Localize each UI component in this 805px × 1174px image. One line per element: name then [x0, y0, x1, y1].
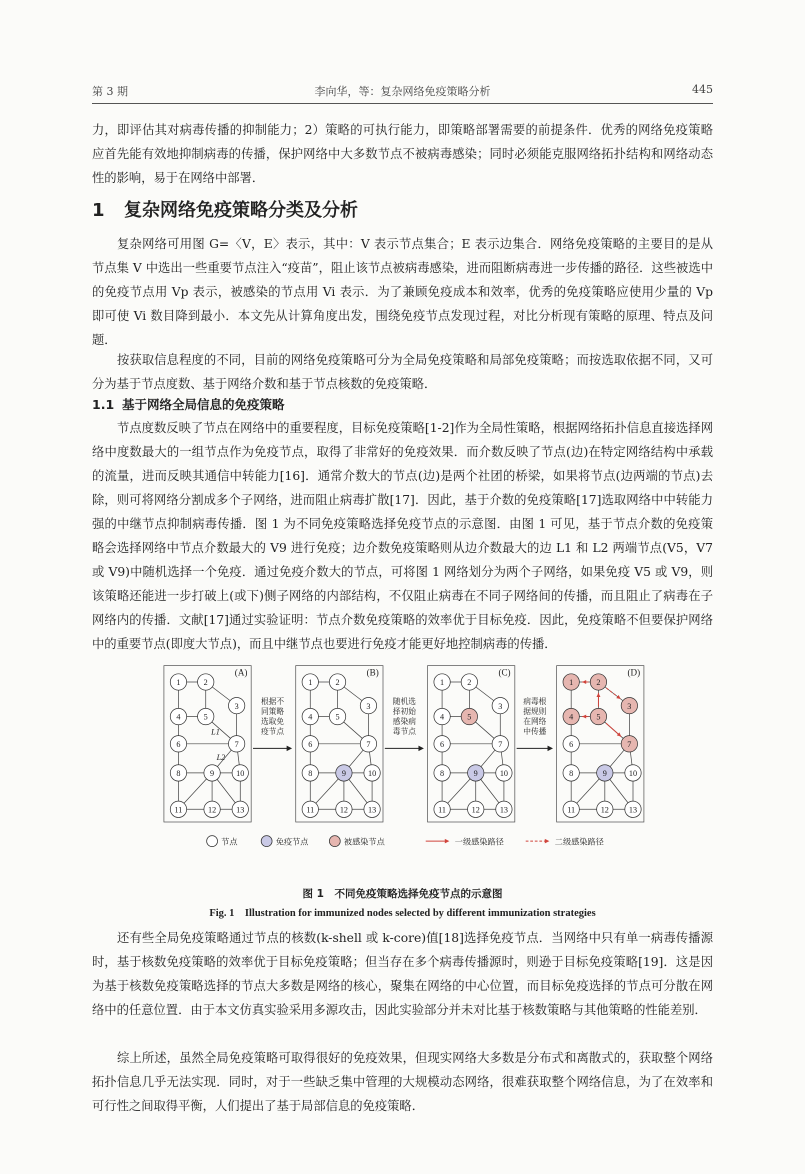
panel-label: (C)	[498, 667, 511, 678]
transition-label: 选取免	[260, 716, 285, 726]
section-number: 1	[92, 200, 105, 221]
node-label: 5	[467, 712, 472, 722]
node-label: 8	[569, 769, 574, 779]
node-label: 12	[208, 805, 217, 815]
transition-label: 病毒根	[523, 696, 547, 706]
node-label: 7	[498, 740, 503, 749]
network-panel	[557, 666, 644, 822]
figure-caption-cn: 图 1 不同免疫策略选择免疫节点的示意图	[302, 888, 503, 900]
node-label: 10	[236, 769, 245, 779]
node-label: 1	[308, 678, 313, 688]
running-header	[92, 83, 713, 101]
transition-label: 据规则	[523, 706, 547, 716]
node-label: 5	[335, 712, 340, 722]
section-title: 复杂网络免疫策略分类及分析	[124, 200, 358, 221]
node-label: 2	[596, 678, 601, 688]
node-label: 9	[210, 769, 215, 779]
legend-path1-text: 一级感染路径	[454, 836, 504, 847]
infection-arrowhead	[616, 695, 620, 699]
subsection-paragraph-3: 综上所述，虽然全局免疫策略可取得很好的免疫效果，但现实网络大多数是分布式和离散式的，获取整个网络拓扑信息几乎无法实现．同时，对于一些缺乏集中管理的大规模动态网络，很难获取整个网络信息，为了在效率和可行性之间取得平衡，人们提出了基于局部信息的免疫策略．	[92, 1051, 713, 1113]
transition-label: 随机选	[392, 696, 416, 706]
node-label: 13	[628, 805, 638, 815]
node-label: 9	[341, 769, 346, 779]
node-label: 13	[368, 805, 377, 815]
node-label: 7	[627, 740, 632, 749]
transition-arrowhead	[548, 746, 553, 751]
node-label: 10	[628, 769, 638, 779]
node-label: 10	[499, 769, 508, 779]
transition-label: 择初始	[392, 706, 416, 716]
node-label: 11	[567, 805, 576, 815]
panel-label: (B)	[366, 667, 379, 678]
transition-arrowhead	[287, 746, 292, 751]
node-label: 11	[306, 805, 315, 815]
panel-label: (D)	[627, 667, 641, 678]
header-rule	[92, 103, 713, 104]
node-label: 4	[569, 712, 574, 722]
figure-1	[138, 662, 668, 862]
node-label: 4	[440, 712, 445, 722]
node-label: 1	[176, 678, 181, 688]
node-label: 7	[234, 740, 239, 749]
node-label: 6	[308, 740, 313, 749]
infection-arrowhead	[582, 680, 586, 684]
transition-label: 中传播	[523, 726, 547, 736]
node-label: 9	[602, 769, 607, 779]
running-title: 李向华，等：复杂网络免疫策略分析	[314, 85, 491, 98]
transition-label: 同策略	[260, 706, 285, 716]
node-label: 11	[174, 805, 183, 815]
edge-label-l2: L2	[216, 753, 226, 763]
node-label: 3	[366, 701, 371, 711]
transition-label: 疫节点	[260, 726, 285, 736]
node-label: 6	[569, 740, 574, 749]
network-panel	[296, 666, 383, 822]
node-label: 12	[339, 805, 348, 815]
legend-infected-symbol	[329, 836, 340, 847]
node-label: 2	[335, 678, 340, 688]
legend-path2-arrowhead	[545, 839, 550, 844]
legend-path1-arrowhead	[445, 839, 450, 844]
infection-arrowhead	[582, 715, 586, 719]
node-label: 12	[471, 805, 480, 815]
node-label: 2	[467, 678, 472, 688]
transition-label: 根据不	[260, 696, 285, 706]
node-label: 10	[368, 769, 377, 779]
node-label: 6	[440, 740, 445, 749]
transition-label: 在网络	[523, 716, 547, 726]
node-label: 1	[569, 678, 574, 688]
transition-arrowhead	[418, 746, 423, 751]
legend-path2-text: 二级感染路径	[554, 836, 604, 847]
node-label: 11	[438, 805, 447, 815]
subsection-title: 基于网络全局信息的免疫策略	[122, 397, 285, 412]
infection-arrowhead	[596, 693, 600, 697]
section-paragraph-1: 复杂网络可用图 G=〈V，E〉表示，其中：V 表示节点集合；E 表示边集合．网络免疫策略的主要目的是从节点集 V 中选出一些重要节点注入“疫苗”，阻止该节点被病毒感染，进而阻断病毒进一步传播的路径．这些被选中的免疫节点用 Vp 表示，被感染的节点用 Vi 表示．为了兼顾免疫成本和效率，优秀的免疫策略应使用少量的 Vp 即可使 Vi 数目降到最小．本文先从计算角度出发，围绕免疫节点发现过程，对比分析现有策略的原理、特点及问题．	[92, 237, 713, 347]
issue-number: 第 3 期	[92, 85, 128, 98]
node-label: 6	[176, 740, 181, 749]
node-label: 1	[440, 678, 445, 688]
node-label: 8	[440, 769, 445, 779]
network-panel	[164, 666, 251, 822]
section-paragraph-2: 按获取信息程度的不同，目前的网络免疫策略可分为全局免疫策略和局部免疫策略；而按选取依据不同，又可分为基于节点度数、基于网络介数和基于节点核数的免疫策略．	[92, 353, 713, 391]
node-label: 12	[600, 805, 609, 815]
legend-immunized-symbol	[261, 836, 272, 847]
section-heading	[92, 196, 358, 222]
node-label: 2	[203, 678, 208, 688]
network-panel	[428, 666, 515, 822]
intro-paragraph: 力，即评估其对病毒传播的抑制能力；2）策略的可执行能力，即策略部署需要的前提条件．优秀的网络免疫策略应首先能有效地抑制病毒的传播，保护网络中大多数节点不被病毒感染；同时必须能克服网络拓扑结构和网络动态性的影响，易于在网络中部署．	[92, 123, 713, 185]
node-label: 13	[236, 805, 245, 815]
transition-label: 毒节点	[392, 726, 416, 736]
node-label: 3	[627, 701, 632, 711]
node-label: 3	[234, 701, 239, 711]
node-label: 8	[308, 769, 313, 779]
legend-infected-text: 被感染节点	[343, 836, 385, 847]
node-label: 9	[473, 769, 478, 779]
node-label: 8	[176, 769, 181, 779]
node-label: 7	[366, 740, 371, 749]
legend-node-text: 节点	[221, 836, 238, 847]
legend-node-symbol	[207, 836, 218, 847]
subsection-paragraph-2: 还有些全局免疫策略通过节点的核数(k-shell 或 k-core)值[18]选择免疫节点．当网络中只有单一病毒传播源时，基于核数免疫策略的效率优于目标免疫策略；但当存在多个病毒传播源时，则逊于目标免疫策略[19]．这是因为基于核数免疫策略选择的节点大多数是网络的核心，聚集在网络的中心位置，而目标免疫选择的节点可分散在网络中的任意位置．由于本文仿真实验采用多源攻击，因此实验部分并未对比基于核数策略与其他策略的性能差别．	[92, 931, 713, 1017]
node-label: 3	[498, 701, 503, 711]
node-label: 13	[499, 805, 508, 815]
transition-label: 感染病	[392, 716, 416, 726]
panel-label: (A)	[234, 667, 248, 678]
node-label: 5	[596, 712, 601, 722]
edge-label-l1: L1	[211, 727, 220, 737]
subsection-heading	[92, 395, 285, 413]
subsection-number: 1.1	[92, 397, 115, 412]
page-number: 445	[692, 83, 713, 96]
node-label: 4	[176, 712, 181, 722]
figure-caption-en: Fig. 1 Illustration for immunized nodes selected by different immunization strategies	[209, 908, 596, 919]
node-label: 4	[308, 712, 313, 722]
node-label: 5	[203, 712, 208, 722]
legend-immunized-text: 免疫节点	[275, 836, 309, 847]
subsection-paragraph-1: 节点度数反映了节点在网络中的重要程度，目标免疫策略[1-2]作为全局性策略，根据网络拓扑信息直接选择网络中度数最大的一组节点作为免疫节点，取得了非常好的免疫效果．而介数反映了节点(边)在特定网络结构中承载的流量，进而反映其通信中转能力[16]．通常介数大的节点(边)是两个社团的桥梁，如果将节点(边两端的节点)去除，则可将网络分割成多个子网络，进而阻止病毒扩散[17]．因此，基于介数的免疫策略[17]选取网络中中转能力强的中继节点抑制病毒传播．图 1 为不同免疫策略选择免疫节点的示意图．由图 1 可见，基于节点介数的免疫策略会选择网络中节点介数最大的 V9 进行免疫；边介数免疫策略则从边介数最大的边 L1 和 L2 两端节点(V5，V7 或 V9)中随机选择一个免疫．通过免疫介数大的节点，可将图 1 网络划分为两个子网络，如果免疫 V5 或 V9，则该策略还能进一步打破上(或下)侧子网络的内部结构，不仅阻止病毒在不同子网络间的传播，而且阻止了病毒在子网络内的传播．文献[17]通过实验证明：节点介数免疫策略的效率优于目标免疫．因此，免疫策略不但要保护网络中的重要节点(即度大节点)，而且中继节点也要进行免疫才能更好地控制病毒的传播．	[92, 421, 713, 651]
